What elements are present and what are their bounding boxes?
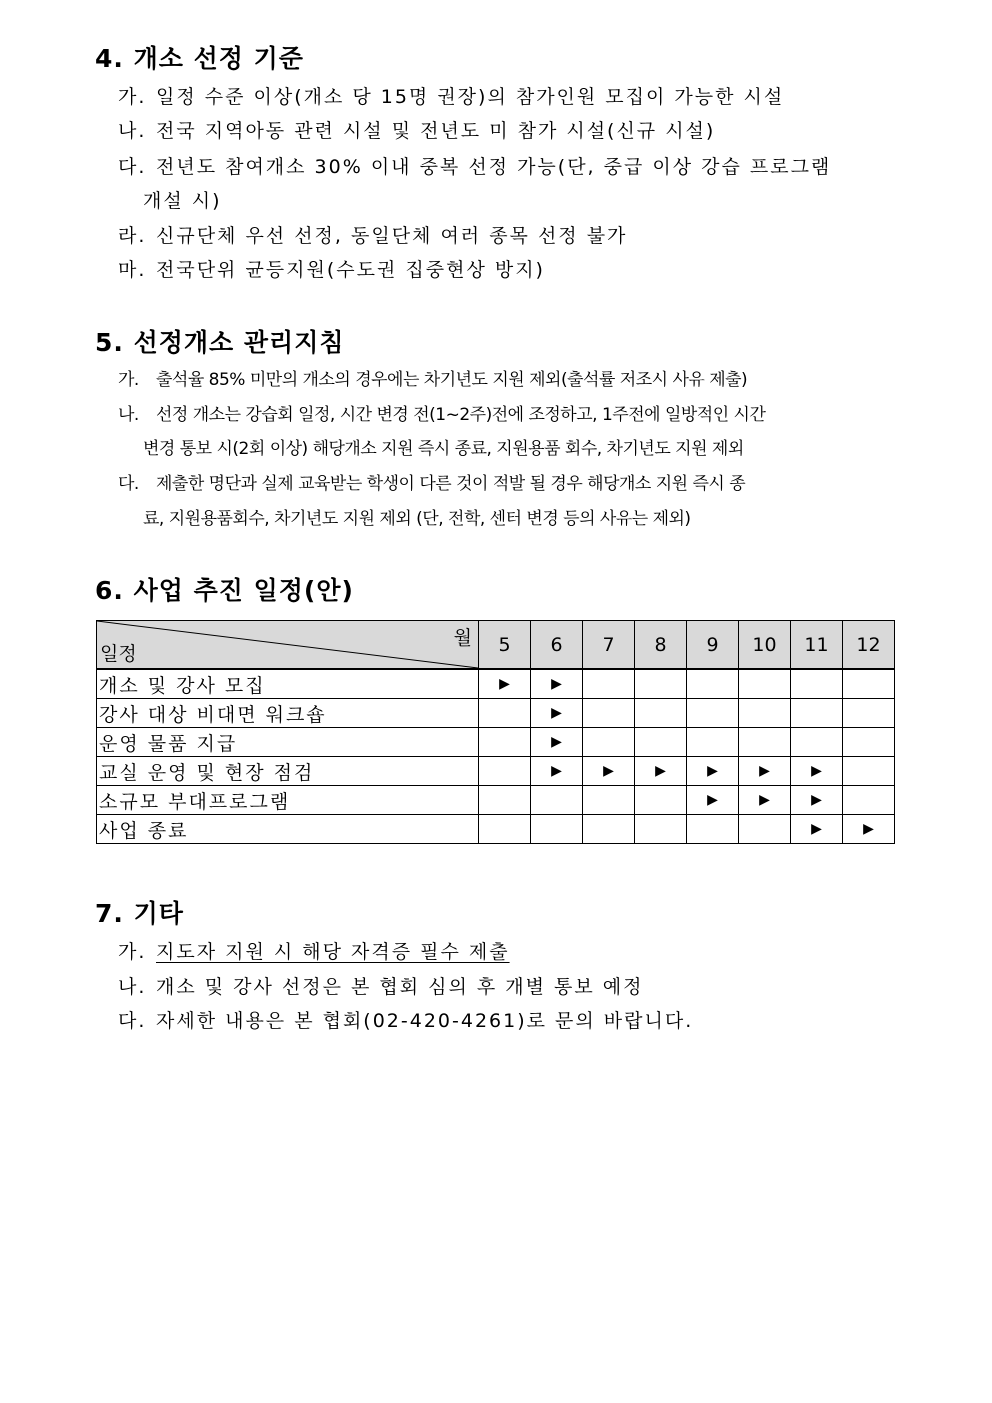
item-label: 가. bbox=[118, 941, 147, 963]
item-text: 자세한 내용은 본 협회(02-420-4261)로 문의 바랍니다. bbox=[156, 1010, 694, 1032]
schedule-cell bbox=[583, 699, 635, 728]
item-text: 일정 수준 이상(개소 당 15명 권장)의 참가인원 모집이 가능한 시설 bbox=[156, 86, 785, 108]
item-text: 지도자 지원 시 해당 자격증 필수 제출 bbox=[156, 941, 510, 963]
diagonal-divider bbox=[97, 621, 478, 668]
item-label: 나. bbox=[118, 405, 139, 425]
schedule-cell bbox=[583, 728, 635, 757]
section-4-item-ma bbox=[118, 253, 898, 287]
schedule-cell bbox=[635, 815, 687, 844]
item-text: 선정 개소는 강습회 일정, 시간 변경 전(1~2주)전에 조정하고, 1주전에 일방적인 시간 bbox=[156, 405, 766, 425]
section-7-heading: 7. 기타 bbox=[95, 899, 184, 928]
schedule-cell bbox=[739, 699, 791, 728]
schedule-row bbox=[97, 786, 895, 815]
schedule-row bbox=[97, 699, 895, 728]
schedule-cell bbox=[531, 669, 583, 699]
item-label: 다. bbox=[118, 474, 139, 494]
schedule-cell bbox=[791, 728, 843, 757]
schedule-cell bbox=[531, 757, 583, 786]
schedule-cell bbox=[843, 699, 895, 728]
schedule-corner-cell bbox=[97, 621, 479, 670]
schedule-cell bbox=[843, 728, 895, 757]
schedule-arrow-icon: ▶ bbox=[551, 676, 562, 692]
item-text: 출석율 85% 미만의 개소의 경우에는 차기년도 지원 제외(출석률 저조시 사유 제출) bbox=[156, 370, 748, 390]
section-7-item-ga bbox=[118, 935, 898, 969]
schedule-task-label: 교실 운영 및 현장 점검 bbox=[97, 757, 479, 786]
month-header: 12 bbox=[843, 621, 895, 670]
schedule-row bbox=[97, 728, 895, 757]
schedule-arrow-icon: ▶ bbox=[863, 821, 874, 837]
schedule-cell bbox=[479, 669, 531, 699]
section-5-item-da bbox=[118, 467, 898, 501]
schedule-axis-label: 일정 bbox=[100, 643, 137, 665]
schedule-cell bbox=[791, 815, 843, 844]
schedule-cell bbox=[791, 669, 843, 699]
schedule-cell bbox=[635, 786, 687, 815]
schedule-cell bbox=[739, 786, 791, 815]
schedule-cell bbox=[635, 669, 687, 699]
item-label: 가. bbox=[118, 86, 147, 108]
schedule-cell bbox=[687, 699, 739, 728]
schedule-cell bbox=[531, 699, 583, 728]
schedule-cell bbox=[687, 669, 739, 699]
schedule-cell bbox=[479, 786, 531, 815]
schedule-cell bbox=[687, 786, 739, 815]
schedule-cell bbox=[479, 757, 531, 786]
schedule-task-label: 소규모 부대프로그램 bbox=[97, 786, 479, 815]
schedule-arrow-icon: ▶ bbox=[551, 763, 562, 779]
item-label: 라. bbox=[118, 225, 147, 247]
section-4-item-na bbox=[118, 114, 898, 148]
schedule-arrow-icon: ▶ bbox=[603, 763, 614, 779]
schedule-cell bbox=[635, 699, 687, 728]
schedule-cell bbox=[791, 757, 843, 786]
schedule-cell bbox=[583, 669, 635, 699]
schedule-arrow-icon: ▶ bbox=[811, 821, 822, 837]
schedule-cell bbox=[843, 815, 895, 844]
item-text: 전국 지역아동 관련 시설 및 전년도 미 참가 시설(신규 시설) bbox=[156, 120, 716, 142]
schedule-cell bbox=[531, 815, 583, 844]
schedule-row bbox=[97, 815, 895, 844]
schedule-cell bbox=[739, 728, 791, 757]
item-label: 나. bbox=[118, 120, 147, 142]
schedule-cell bbox=[791, 699, 843, 728]
item-label: 마. bbox=[118, 259, 147, 281]
schedule-arrow-icon: ▶ bbox=[499, 676, 510, 692]
schedule-cell bbox=[843, 669, 895, 699]
section-5-item-ga bbox=[118, 363, 898, 397]
section-4-heading: 4. 개소 선정 기준 bbox=[95, 44, 304, 73]
schedule-cell bbox=[843, 786, 895, 815]
schedule-cell bbox=[583, 786, 635, 815]
section-5-item-da-continued: 료, 지원용품회수, 차기년도 지원 제외 (단, 전학, 센터 변경 등의 사유는 제외) bbox=[143, 509, 691, 529]
schedule-row bbox=[97, 669, 895, 699]
section-4-item-ga bbox=[118, 80, 898, 114]
schedule-arrow-icon: ▶ bbox=[707, 763, 718, 779]
month-header: 9 bbox=[687, 621, 739, 670]
month-axis-label: 월 bbox=[453, 627, 472, 649]
item-label: 가. bbox=[118, 370, 139, 390]
schedule-cell bbox=[635, 757, 687, 786]
schedule-cell bbox=[635, 728, 687, 757]
schedule-task-label: 개소 및 강사 모집 bbox=[97, 669, 479, 699]
schedule-header-row bbox=[97, 621, 895, 670]
schedule-cell bbox=[531, 786, 583, 815]
schedule-task-label: 사업 종료 bbox=[97, 815, 479, 844]
schedule-cell bbox=[583, 815, 635, 844]
month-header: 7 bbox=[583, 621, 635, 670]
schedule-arrow-icon: ▶ bbox=[655, 763, 666, 779]
item-text: 신규단체 우선 선정, 동일단체 여러 종목 선정 불가 bbox=[156, 225, 628, 247]
schedule-cell bbox=[739, 815, 791, 844]
item-label: 다. bbox=[118, 1010, 147, 1032]
item-text: 개소 및 강사 선정은 본 협회 심의 후 개별 통보 예정 bbox=[156, 976, 644, 998]
schedule-table bbox=[96, 620, 895, 844]
schedule-row bbox=[97, 757, 895, 786]
schedule-cell bbox=[687, 757, 739, 786]
section-5-item-na bbox=[118, 398, 898, 432]
schedule-arrow-icon: ▶ bbox=[551, 734, 562, 750]
schedule-cell bbox=[479, 699, 531, 728]
schedule-cell bbox=[739, 757, 791, 786]
month-header: 10 bbox=[739, 621, 791, 670]
item-text: 전국단위 균등지원(수도권 집중현상 방지) bbox=[156, 259, 545, 281]
section-4-item-ra bbox=[118, 219, 898, 253]
section-5-heading: 5. 선정개소 관리지침 bbox=[95, 328, 345, 357]
item-text: 전년도 참여개소 30% 이내 중복 선정 가능(단, 중급 이상 강습 프로그램 bbox=[156, 156, 832, 178]
schedule-arrow-icon: ▶ bbox=[759, 792, 770, 808]
section-4-item-da bbox=[118, 150, 898, 184]
item-text: 제출한 명단과 실제 교육받는 학생이 다른 것이 적발 될 경우 해당개소 지원 즉시 종 bbox=[156, 474, 746, 494]
schedule-cell bbox=[843, 757, 895, 786]
month-header: 6 bbox=[531, 621, 583, 670]
schedule-cell bbox=[687, 815, 739, 844]
schedule-cell bbox=[687, 728, 739, 757]
schedule-task-label: 강사 대상 비대면 워크숍 bbox=[97, 699, 479, 728]
month-header: 11 bbox=[791, 621, 843, 670]
schedule-arrow-icon: ▶ bbox=[551, 705, 562, 721]
schedule-cell bbox=[791, 786, 843, 815]
item-label: 다. bbox=[118, 156, 147, 178]
item-label: 나. bbox=[118, 976, 147, 998]
section-7-item-na bbox=[118, 970, 898, 1004]
schedule-cell bbox=[531, 728, 583, 757]
schedule-arrow-icon: ▶ bbox=[811, 763, 822, 779]
schedule-cell bbox=[583, 757, 635, 786]
month-header: 5 bbox=[479, 621, 531, 670]
schedule-arrow-icon: ▶ bbox=[759, 763, 770, 779]
schedule-arrow-icon: ▶ bbox=[707, 792, 718, 808]
schedule-task-label: 운영 물품 지급 bbox=[97, 728, 479, 757]
section-7-item-da bbox=[118, 1004, 898, 1038]
section-4-item-da-continued: 개설 시) bbox=[143, 190, 222, 212]
section-5-item-na-continued: 변경 통보 시(2회 이상) 해당개소 지원 즉시 종료, 지원용품 회수, 차기년도 지원 제외 bbox=[143, 439, 744, 459]
month-header: 8 bbox=[635, 621, 687, 670]
schedule-arrow-icon: ▶ bbox=[811, 792, 822, 808]
section-6-heading: 6. 사업 추진 일정(안) bbox=[95, 576, 354, 605]
schedule-cell bbox=[739, 669, 791, 699]
schedule-cell bbox=[479, 815, 531, 844]
schedule-cell bbox=[479, 728, 531, 757]
